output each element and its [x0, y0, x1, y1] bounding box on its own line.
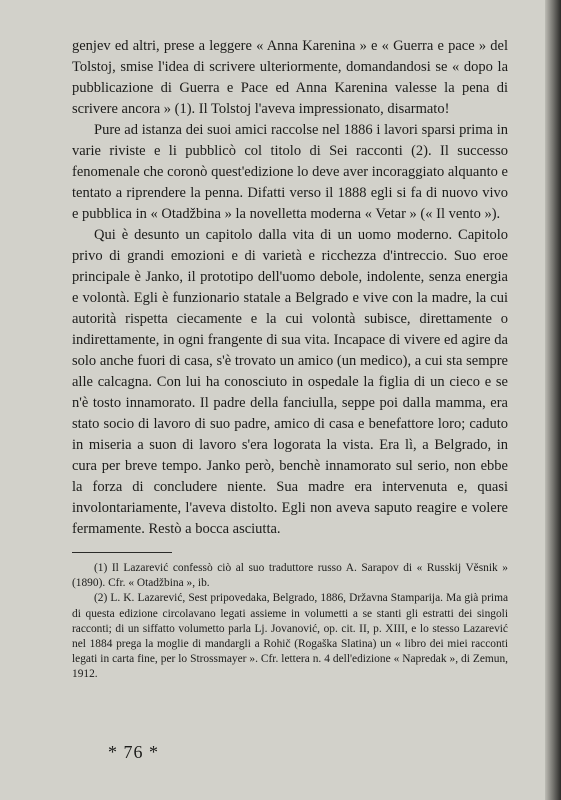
- footnote-1: (1) Il Lazarević confessò ciò al suo traduttore russo A. Sarapov di « Russkij Věsnik » (1890). Cfr. « Otadžbina », ib.: [72, 562, 508, 590]
- body-text: [72, 36, 508, 540]
- footnote-separator: [72, 552, 172, 553]
- paragraph-sei-racconti: Pure ad istanza dei suoi amici raccolse nel 1886 i lavori sparsi prima in varie riviste e li pubblicò col titolo di Sei racconti (2). Il successo fenomenale che coronò quest'edizione lo deve aver incoraggiato alquanto e tentato a riprendere la penna. Difatti verso il 1888 egli si fa di nuovo vivo e pubblica in « Otadžbina » la novelletta moderna « Vetar » (« Il vento »).: [72, 122, 508, 222]
- page-number: * 76 *: [108, 742, 159, 762]
- footnotes: [72, 561, 508, 683]
- footnote-2: (2) L. K. Lazarević, Sest pripovedaka, Belgrado, 1886, Državna Stamparija. Ma già prima di questa edizione circolavano legati assieme in volumetti a se stanti gli estratti dei singoli racconti; di un siffatto volumetto parla Lj. Jovanović, op. cit. II, p. XIII, e lo stesso Lazarević nel 1884 prega la moglie di mandargli a Rohič (Rogaška Slatina) un « libro dei miei racconti legati in carta fine, per lo Strossmayer ». Cfr. lettera n. 4 dell'edizione « Napredak », di Zemun, 1912.: [72, 592, 508, 681]
- paragraph-vetar-summary: Qui è desunto un capitolo dalla vita di un uomo moderno. Capitolo privo di grandi emozioni e di varietà e ricchezza d'intreccio. Suo eroe principale è Janko, il prototipo dell'uomo debole, indolente, senza energia e volontà. Egli è funzionario statale a Belgrado e vive con la madre, la cui autorità rispetta ciecamente e la cui volontà subisce, direttamente o indirettamente, in ogni frangente di sua vita. Incapace di vivere ed agire da solo anche fuori di casa, s'è trovato un amico (un medico), a cui sta sempre alle calcagna. Con lui ha conosciuto in ospedale la figlia di un cieco e se n'è tosto innamorato. Il padre della fanciulla, seppe poi dalla mamma, era stato socio di lavoro di suo padre, amico di casa e benefattore loro; caduto in miseria a suon di lavoro s'era logorata la vista. Era lì, a Belgrado, in cura per breve tempo. Janko però, benchè innamorato sul serio, non ebbe la forza di concludere niente. Sua madre era intervenuta e, quasi involontariamente, l'aveva distolto. Egli non aveva saputo reagire e volere fermamente. Restò a bocca asciutta.: [72, 227, 508, 537]
- paragraph-continued: genjev ed altri, prese a leggere « Anna Karenina » e « Guerra e pace » del Tolstoj, smise l'idea di scrivere ulteriormente, domandandosi se « dopo la pubblicazione di Guerra e Pace ed Anna Karenina valesse la pena di scrivere ancora » (1). Il Tolstoj l'aveva impressionato, disarmato!: [72, 38, 508, 117]
- book-spine-shadow: [545, 0, 561, 800]
- book-page: [72, 36, 508, 683]
